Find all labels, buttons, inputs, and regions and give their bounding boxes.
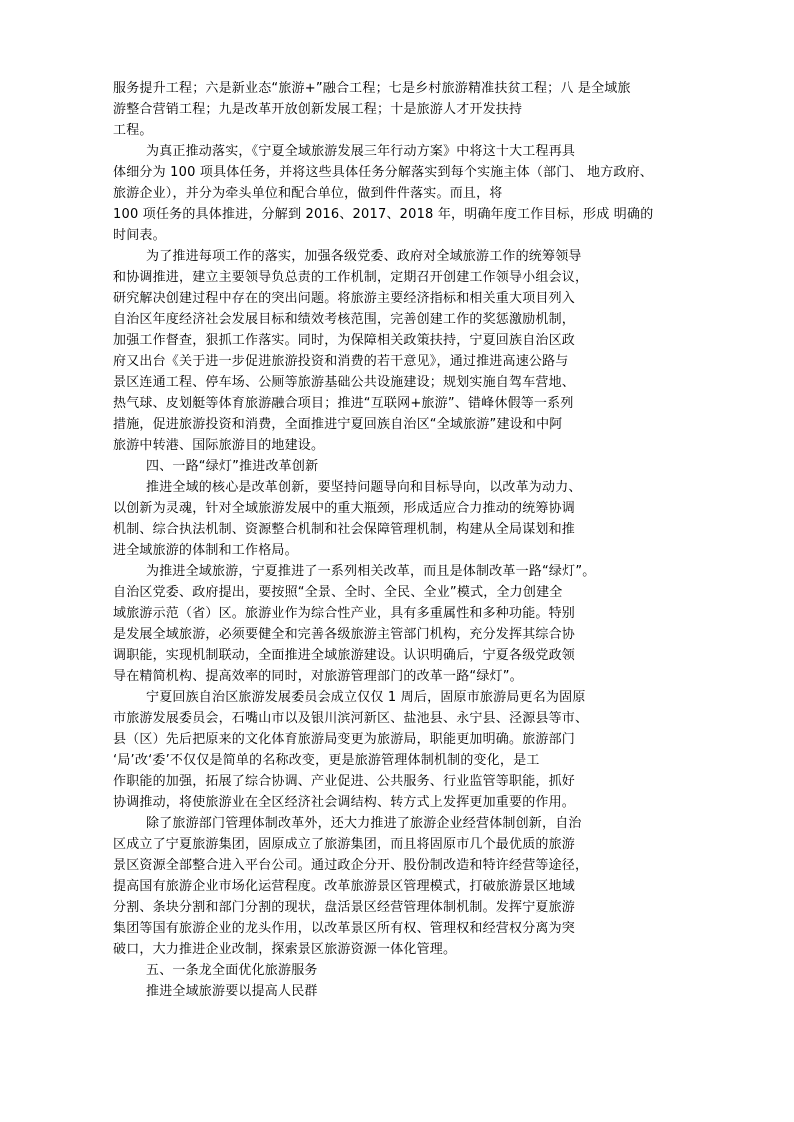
text-line: 和协调推进，建立主要领导负总责的工作机制，定期召开创建工作领导小组会议， — [113, 270, 589, 285]
text-line: 为了推进每项工作的落实，加强各级党委、政府对全域旅游工作的统筹领导 — [146, 249, 582, 264]
text-line: 府又出台《关于进一步促进旅游投资和消费的若干意见》，通过推进高速公路与 — [113, 354, 569, 369]
text-line: 自治区年度经济社会发展目标和绩效考核范围，完善创建工作的奖惩激励机制， — [113, 312, 576, 327]
text-line: ‘局’改‘委’不仅仅是简单的名称改变，更是旅游管理体制机制的变化，是工 — [113, 753, 540, 768]
text-line: 提高国有旅游企业市场化运营程度。改革旅游景区管理模式，打破旅游景区地域 — [113, 879, 576, 894]
text-line: 为真正推动落实，《宁夏全域旅游发展三年行动方案》中将这十大工程再具 — [146, 144, 576, 159]
text-line: 研究解决创建过程中存在的突出问题。将旅游主要经济指标和相关重大项目列入 — [113, 291, 576, 306]
text-line: 时间表。 — [113, 228, 166, 243]
text-line: 导在精简机构、提高效率的同时，对旅游管理部门的改革一路“绿灯”。 — [113, 669, 523, 684]
text-line: 宁夏回族自治区旅游发展委员会成立仅仅 1 周后，固原市旅游局更名为固原 — [146, 690, 586, 705]
text-line: 游整合营销工程；九是改革开放创新发展工程；十是旅游人才开发扶持 — [113, 102, 523, 117]
text-line: 是发展全域旅游，必须要健全和完善各级旅游主管部门机构，充分发挥其综合协 — [113, 627, 576, 642]
text-line: 工程。 — [113, 123, 153, 138]
text-line: 协调推动，将使旅游业在全区经济社会调结构、转方式上发挥更加重要的作用。 — [113, 795, 576, 810]
text-line: 分割、条块分割和部门分割的现状，盘活景区经营管理体制机制。发挥宁夏旅游 — [113, 900, 576, 915]
text-line: 除了旅游部门管理体制改革外，还大力推进了旅游企业经营体制创新，自治 — [146, 816, 582, 831]
text-line: 服务提升工程；六是新业态“旅游+”融合工程；七是乡村旅游精准扶贫工程；八 是全域旅 — [113, 81, 631, 96]
text-line: 调职能，实现机制联动，全面推进全域旅游建设。认识明确后，宁夏各级党政领 — [113, 648, 576, 663]
text-line: 县（区）先后把原来的文化体育旅游局变更为旅游局，职能更加明确。旅游部门 — [113, 732, 576, 747]
text-line: 市旅游发展委员会，石嘴山市以及银川滨河新区、盐池县、永宁县、泾源县等市、 — [113, 711, 589, 726]
text-line: 机制、综合执法机制、资源整合机制和社会保障管理机制，构建从全局谋划和推 — [113, 522, 576, 537]
text-line: 区成立了宁夏旅游集团，固原成立了旅游集团，而且将固原市几个最优质的旅游 — [113, 837, 576, 852]
text-line: 自治区党委、政府提出，要按照“全景、全时、全民、全业”模式，全力创建全 — [113, 585, 563, 600]
text-line: 措施，促进旅游投资和消费，全面推进宁夏回族自治区“全域旅游”建设和中阿 — [113, 417, 563, 432]
text-line: 景区资源全部整合进入平台公司。通过政企分开、股份制改造和特许经营等途径， — [113, 858, 589, 873]
section-heading: 四、一路“绿灯”推进改革创新 — [146, 459, 319, 474]
text-line: 100 项任务的具体推进，分解到 2016、2017、2018 年，明确年度工作目标，形成 明确的 — [113, 207, 654, 222]
text-line: 进全域旅游的体制和工作格局。 — [113, 543, 298, 558]
text-line: 加强工作督查，狠抓工作落实。同时，为保障相关政策扶持，宁夏回族自治区政 — [113, 333, 576, 348]
section-heading: 五、一条龙全面优化旅游服务 — [146, 963, 318, 978]
text-line: 破口，大力推进企业改制，探索景区旅游资源一体化管理。 — [113, 942, 457, 957]
text-line: 景区连通工程、停车场、公厕等旅游基础公共设施建设；规划实施自驾车营地、 — [113, 375, 576, 390]
text-line: 域旅游示范（省）区。旅游业作为综合性产业，具有多重属性和多种功能。特别 — [113, 606, 576, 621]
text-line: 旅游企业），并分为牵头单位和配合单位，做到件件落实。而且，将 — [113, 186, 503, 201]
text-line: 为推进全域旅游，宁夏推进了一系列相关改革，而且是体制改革一路“绿灯”。 — [146, 564, 596, 579]
text-line: 以创新为灵魂，针对全域旅游发展中的重大瓶颈，形成适应合力推动的统筹协调 — [113, 501, 576, 516]
text-line: 推进全域旅游要以提高人民群 — [146, 984, 318, 999]
text-line: 热气球、皮划艇等体育旅游融合项目；推进“互联网+旅游”、错峰休假等一系列 — [113, 396, 574, 411]
text-line: 旅游中转港、国际旅游目的地建设。 — [113, 438, 325, 453]
text-line: 作职能的加强，拓展了综合协调、产业促进、公共服务、行业监管等职能，抓好 — [113, 774, 576, 789]
text-line: 集团等国有旅游企业的龙头作用，以改革景区所有权、管理权和经营权分离为突 — [113, 921, 576, 936]
text-line: 推进全域的核心是改革创新，要坚持问题导向和目标导向，以改革为动力、 — [146, 480, 582, 495]
text-line: 体细分为 100 项具体任务，并将这些具体任务分解落实到每个实施主体（部门、 地方政府、 — [113, 165, 654, 180]
